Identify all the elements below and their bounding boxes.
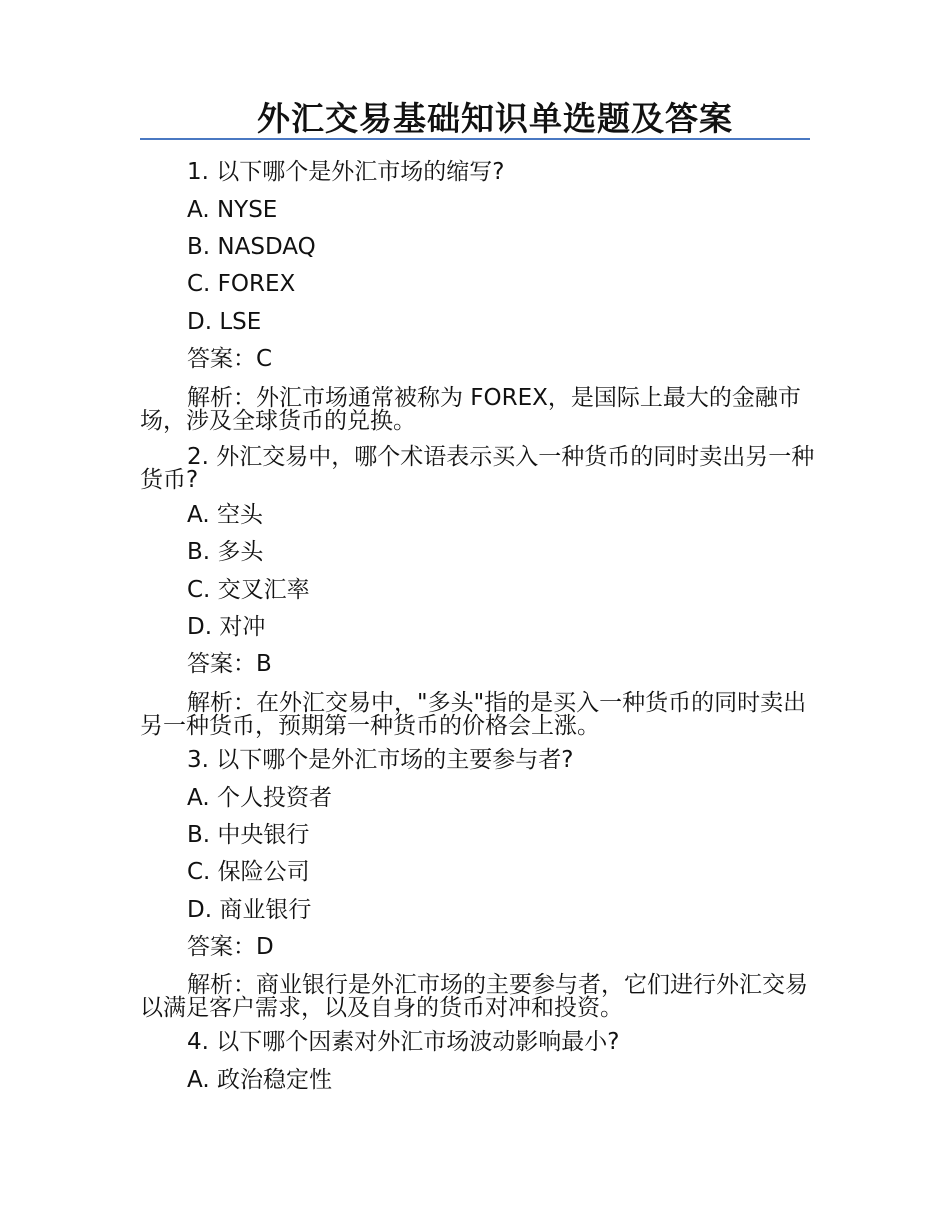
question-3-option-c: C. 保险公司 — [187, 859, 310, 885]
question-2-option-d: D. 对冲 — [187, 614, 266, 640]
question-3-option-a: A. 个人投资者 — [187, 785, 332, 811]
question-1-answer: 答案：C — [187, 346, 273, 372]
question-3-text: 3. 以下哪个是外汇市场的主要参与者? — [187, 747, 574, 773]
question-3-option-d: D. 商业银行 — [187, 897, 312, 923]
question-1-option-c: C. FOREX — [187, 271, 296, 297]
question-1-explanation: 解析：外汇市场通常被称为 FOREX，是国际上最大的金融市场，涉及全球货币的兑换。 — [140, 385, 801, 434]
question-2-option-b: B. 多头 — [187, 539, 264, 565]
question-2-option-a: A. 空头 — [187, 502, 263, 528]
question-3-answer: 答案：D — [187, 934, 274, 960]
question-2-option-c: C. 交叉汇率 — [187, 577, 310, 603]
question-1-option-d: D. LSE — [187, 309, 262, 335]
question-3-explanation: 解析：商业银行是外汇市场的主要参与者，它们进行外汇交易以满足客户需求，以及自身的货币对冲和投资。 — [140, 972, 808, 1021]
question-1-text: 1. 以下哪个是外汇市场的缩写? — [187, 159, 505, 185]
question-1-option-a: A. NYSE — [187, 197, 278, 223]
question-1-option-b: B. NASDAQ — [187, 234, 316, 260]
question-2-answer: 答案：B — [187, 651, 272, 677]
question-4-option-a: A. 政治稳定性 — [187, 1067, 332, 1093]
question-2-explanation: 解析：在外汇交易中，"多头"指的是买入一种货币的同时卖出另一种货币，预期第一种货币的价格会上涨。 — [140, 690, 807, 739]
question-2-text: 2. 外汇交易中，哪个术语表示买入一种货币的同时卖出另一种货币? — [140, 444, 815, 493]
question-4-text: 4. 以下哪个因素对外汇市场波动影响最小? — [187, 1029, 620, 1055]
question-3-option-b: B. 中央银行 — [187, 822, 310, 848]
document-title: 外汇交易基础知识单选题及答案 — [140, 98, 810, 140]
